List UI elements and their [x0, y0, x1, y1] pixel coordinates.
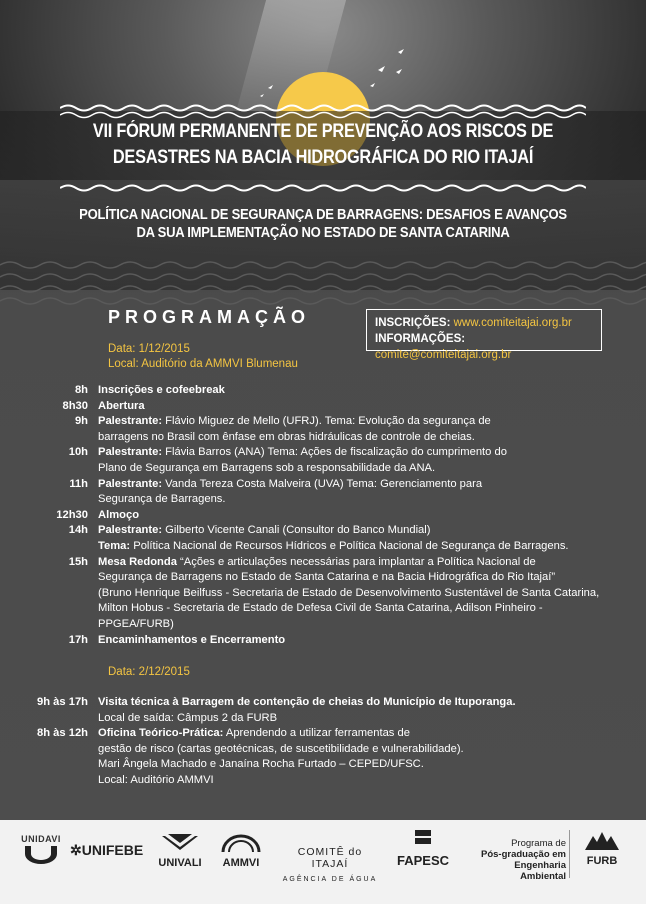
univali-mark-icon	[160, 832, 200, 854]
schedule-text	[98, 477, 618, 493]
schedule-text	[98, 492, 618, 508]
schedule-time: 15h	[68, 555, 88, 568]
unidavi-text: UNIDAVI	[21, 834, 61, 844]
schedule-row	[0, 414, 646, 430]
schedule-time	[0, 742, 98, 758]
schedule-text	[98, 757, 618, 773]
schedule-detail: Local de saída: Câmpus 2 da FURB	[98, 711, 278, 724]
schedule-time: 8h às 12h	[37, 727, 88, 740]
schedule-row	[0, 633, 646, 649]
schedule-detail: Flávia Barros (ANA) Tema: Ações de fiscalização do cumprimento do	[162, 446, 507, 459]
schedule-time	[0, 773, 98, 789]
schedule-time: 11h	[69, 477, 88, 490]
schedule-row	[0, 492, 646, 508]
schedule-text	[98, 586, 618, 602]
schedule-bold: Encaminhamentos e Encerramento	[98, 633, 286, 646]
schedule-detail: Gilberto Vicente Canali (Consultor do Banco Mundial)	[162, 524, 431, 537]
insc-link[interactable]: www.comiteitajai.org.br	[453, 317, 572, 329]
schedule-time: 8h	[74, 384, 88, 396]
fapesc-mark-icon	[411, 828, 435, 850]
schedule-row	[0, 399, 646, 415]
ammvi-mark-icon	[219, 832, 263, 854]
unifebe-text: UNIFEBE	[81, 842, 144, 858]
day1-local: Local: Auditório da AMMVI Blumenau	[108, 358, 298, 370]
schedule-time: 10h	[68, 446, 88, 459]
schedule-bold: Oficina Teórico-Prática:	[98, 727, 224, 740]
schedule-text	[98, 399, 618, 415]
schedule-time	[0, 711, 98, 727]
schedule-text	[98, 461, 618, 477]
schedule-detail: Local: Auditório AMMVI	[98, 773, 214, 786]
schedule-row	[0, 445, 646, 461]
schedule-detail: barragens no Brasil com ênfase em obras hidráulicas de controle de cheias.	[98, 430, 475, 443]
schedule-time: 9h às 17h	[37, 696, 88, 708]
comite-sub-text: AGÊNCIA DE ÁGUA	[282, 876, 378, 883]
schedule-time	[0, 430, 98, 446]
title-line-1: VII FÓRUM PERMANENTE DE PREVENÇÃO AOS RISCOS DE	[92, 121, 554, 142]
schedule-time	[0, 586, 98, 602]
schedule-row	[0, 586, 646, 602]
day2-date: Data: 2/12/2015	[108, 666, 190, 678]
info-label: INFORMAÇÕES:	[375, 333, 466, 345]
schedule-text	[98, 711, 618, 727]
logo-unidavi	[18, 834, 64, 869]
pg-line-2: Pós-graduação em	[481, 849, 566, 860]
schedule-time	[0, 492, 98, 508]
schedule-text	[98, 742, 618, 758]
schedule-row	[0, 742, 646, 758]
schedule-row	[0, 757, 646, 773]
schedule-detail: Segurança de Barragens.	[98, 493, 226, 506]
schedule-time	[0, 601, 98, 632]
schedule-detail: Flávio Miguez de Mello (UFRJ). Tema: Evolução da segurança de	[162, 415, 491, 428]
schedule-time	[0, 539, 98, 555]
schedule-detail: “Ações e articulações necessárias para implantar a Política Nacional de	[176, 555, 536, 568]
schedule-time	[0, 570, 98, 586]
logo-comite	[280, 846, 380, 883]
schedule-row	[0, 773, 646, 789]
schedule-row	[0, 461, 646, 477]
logo-univali	[152, 832, 208, 869]
schedule-detail: Segurança de Barragens no Estado de Santa Catarina e na Bacia Hidrográfica do Rio Itajaí”	[98, 571, 556, 584]
schedule-text	[98, 773, 618, 789]
furb-text: FURB	[586, 855, 618, 867]
subtitle-line-1: POLÍTICA NACIONAL DE SEGURANÇA DE BARRAGENS: DESAFIOS E AVANÇOS	[79, 207, 567, 223]
schedule-row	[0, 555, 646, 571]
programacao-heading: PROGRAMAÇÃO	[108, 307, 310, 327]
schedule-row	[0, 523, 646, 539]
schedule-text	[98, 523, 618, 539]
ammvi-text: AMMVI	[222, 857, 260, 869]
schedule-row	[0, 539, 646, 555]
logo-ammvi	[212, 832, 270, 869]
schedule-bold: Palestrante:	[98, 415, 163, 428]
furb-mark-icon	[581, 830, 623, 852]
unidavi-mark-icon	[21, 844, 61, 866]
schedule-time	[0, 757, 98, 773]
schedule-bold: Palestrante:	[98, 524, 163, 537]
schedule-text	[98, 726, 618, 742]
schedule-detail: gestão de risco (cartas geotécnicas, de suscetibilidade e vulnerabilidade).	[98, 742, 464, 755]
schedule-row	[0, 383, 646, 399]
univali-text: UNIVALI	[158, 857, 202, 869]
schedule-bold: Inscrições e cofeebreak	[98, 384, 225, 396]
schedule-row	[0, 601, 646, 632]
schedule-detail: Aprendendo a utilizar ferramentas de	[223, 727, 410, 740]
pg-line-3: Engenharia Ambiental	[514, 860, 566, 882]
schedule-time: 12h30	[56, 508, 88, 521]
schedule-bold: Mesa Redonda	[98, 555, 177, 568]
schedule-detail: Mari Ângela Machado e Janaína Rocha Furtado – CEPED/UFSC.	[98, 758, 424, 771]
logo-furb	[576, 830, 628, 867]
title-line-2: DESASTRES NA BACIA HIDROGRÁFICA DO RIO ITAJAÍ	[112, 147, 534, 168]
schedule-row	[0, 508, 646, 524]
schedule-text	[98, 414, 618, 430]
schedule-time	[0, 461, 98, 477]
comite-text: COMITÊ do ITAJAÍ	[297, 846, 363, 870]
waves-top-icon	[60, 103, 586, 119]
schedule-time: 9h	[74, 415, 88, 428]
schedule-day2	[0, 695, 646, 789]
schedule-time: 8h30	[62, 399, 88, 412]
pg-line-1: Programa de	[511, 838, 566, 849]
day1-date: Data: 1/12/2015	[108, 343, 190, 355]
insc-label: INSCRIÇÕES:	[375, 317, 451, 329]
schedule-text	[98, 383, 618, 399]
schedule-day1	[0, 383, 646, 648]
schedule-row	[0, 570, 646, 586]
logo-unifebe: ✲UNIFEBE	[70, 842, 144, 858]
schedule-text	[98, 555, 618, 571]
info-email[interactable]: comite@comiteitajai.org.br	[375, 349, 512, 361]
schedule-bold: Palestrante:	[98, 477, 163, 490]
schedule-bold: Palestrante:	[98, 446, 163, 459]
schedule-text	[98, 695, 618, 711]
schedule-bold: Tema:	[98, 539, 131, 552]
schedule-bold: Abertura	[98, 399, 145, 412]
contact-box	[366, 309, 602, 361]
schedule-text	[98, 508, 618, 524]
schedule-text	[98, 633, 618, 649]
schedule-text	[98, 570, 618, 586]
logo-pg	[472, 838, 566, 882]
schedule-text	[98, 601, 618, 632]
schedule-bold: Visita técnica à Barragem de contenção de cheias do Município de Ituporanga.	[98, 696, 516, 708]
schedule-text	[98, 539, 618, 555]
schedule-row	[0, 695, 646, 711]
schedule-bold: Almoço	[98, 508, 140, 521]
schedule-row	[0, 477, 646, 493]
waves-mid-icon	[60, 180, 586, 196]
schedule-row	[0, 711, 646, 727]
schedule-time: 17h	[68, 633, 88, 646]
hero-banner	[0, 0, 646, 290]
schedule-detail: Vanda Tereza Costa Malveira (UVA) Tema: Gerenciamento para	[162, 477, 483, 490]
fapesc-text: FAPESC	[396, 853, 449, 868]
schedule-detail: Política Nacional de Recursos Hídricos e Política Nacional de Segurança de Barragens.	[130, 539, 569, 552]
schedule-text	[98, 445, 618, 461]
schedule-detail: Milton Hobus - Secretaria de Estado de Defesa Civil de Santa Catarina, Adilson Pinheiro - PPGEA/FURB)	[98, 602, 543, 630]
schedule-text	[98, 430, 618, 446]
sponsor-logos	[0, 820, 646, 904]
subtitle-line-2: DA SUA IMPLEMENTAÇÃO NO ESTADO DE SANTA CATARINA	[136, 225, 510, 241]
schedule-detail: Plano de Segurança em Barragens sob a responsabilidade da ANA.	[98, 461, 436, 474]
divider	[569, 830, 570, 878]
logo-fapesc	[388, 828, 458, 868]
schedule-time: 14h	[68, 524, 88, 537]
schedule-detail: (Bruno Henrique Beilfuss - Secretaria de Estado de Desenvolvimento Sustentável de Santa Catarina,	[98, 586, 600, 599]
schedule-row	[0, 726, 646, 742]
schedule-row	[0, 430, 646, 446]
